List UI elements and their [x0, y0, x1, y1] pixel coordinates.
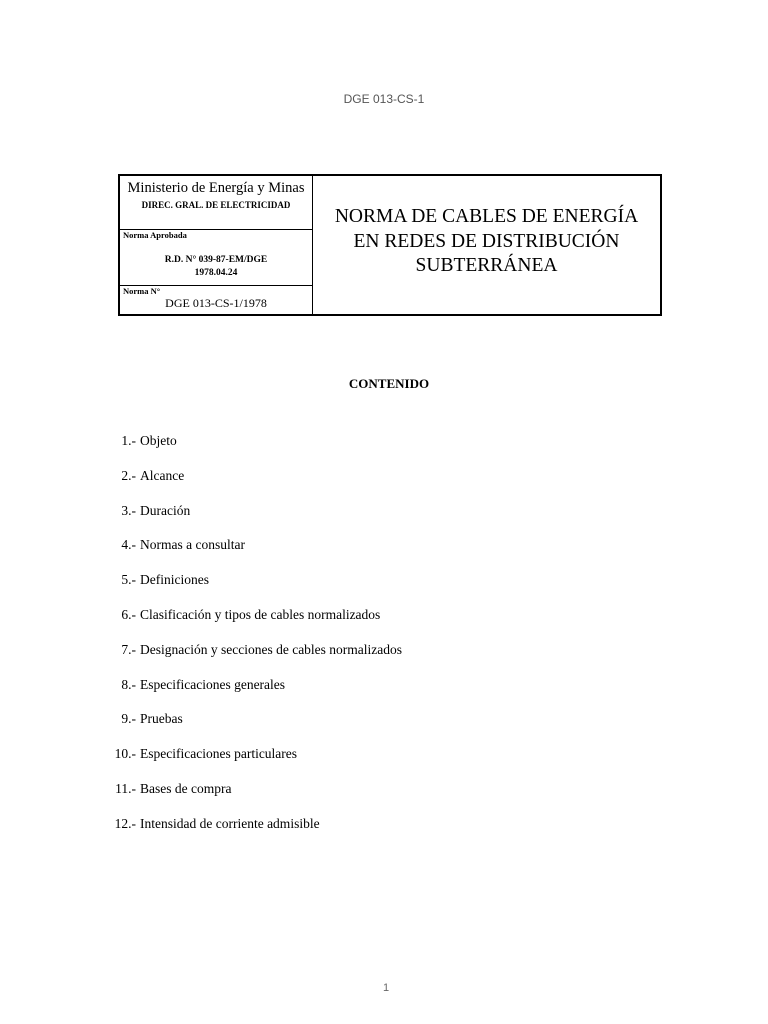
- toc-item: [0, 745, 600, 780]
- toc-item: [0, 432, 600, 467]
- contents-heading: CONTENIDO: [348, 376, 430, 391]
- ministry-name: Ministerio de Energía y Minas: [127, 180, 305, 196]
- toc-text: Definiciones: [140, 572, 209, 588]
- toc-text: Duración: [140, 502, 191, 518]
- toc-text: Intensidad de corriente admisible: [140, 815, 320, 831]
- toc-item: [0, 606, 600, 641]
- title-line: SUBTERRÁNEA: [415, 255, 558, 277]
- toc-item: [0, 815, 600, 850]
- ministry-cell: [120, 176, 312, 230]
- norm-code: DGE 013-CS-1/1978: [165, 296, 267, 310]
- norm-number-label: Norma N°: [123, 286, 161, 296]
- resolution-date: 1978.04.24: [194, 268, 238, 278]
- direction-name: DIREC. GRAL. DE ELECTRICIDAD: [141, 200, 291, 210]
- cover-title-cell: [313, 176, 660, 314]
- toc-number: 7.-: [121, 641, 136, 657]
- toc-item: [0, 676, 600, 711]
- toc-number: 6.-: [121, 606, 136, 622]
- toc-item: [0, 710, 600, 745]
- document-title: [335, 205, 638, 279]
- toc-text: Pruebas: [140, 711, 183, 727]
- toc-number: 9.-: [121, 711, 136, 727]
- toc-item: [0, 780, 600, 815]
- toc-text: Objeto: [140, 433, 177, 448]
- cover-table: [118, 174, 662, 316]
- toc-number: 2.-: [121, 467, 136, 483]
- toc-item: [0, 536, 600, 571]
- toc-text: Clasificación y tipos de cables normalizados: [140, 606, 381, 622]
- toc-number: 8.-: [121, 676, 136, 692]
- toc-text: Designación y secciones de cables normalizados: [140, 641, 403, 657]
- approval-cell: [120, 230, 312, 286]
- resolution-block: [120, 254, 312, 280]
- toc-item: [0, 571, 600, 606]
- toc-number: 4.-: [121, 537, 136, 553]
- title-line: EN REDES DE DISTRIBUCIÓN: [353, 230, 620, 252]
- approved-label: Norma Aprobada: [123, 230, 187, 240]
- running-header: DGE 013-CS-1: [343, 92, 425, 106]
- resolution-number: R.D. N° 039-87-EM/DGE: [164, 255, 268, 265]
- toc-text: Alcance: [140, 467, 185, 483]
- toc-number: 10.-: [114, 746, 136, 762]
- toc-item: [0, 641, 600, 676]
- toc-number: 5.-: [121, 572, 136, 588]
- toc-text: Especificaciones particulares: [140, 746, 298, 762]
- toc-number: 3.-: [121, 502, 136, 518]
- toc-item: [0, 502, 600, 537]
- toc-item: [0, 467, 600, 502]
- table-of-contents: [0, 432, 600, 850]
- toc-number: 12.-: [114, 815, 136, 831]
- cover-info-column: [120, 176, 313, 314]
- toc-number: 1.-: [121, 433, 136, 448]
- toc-text: Especificaciones generales: [140, 676, 286, 692]
- toc-number: 11.-: [115, 780, 136, 796]
- page-number: 1: [382, 982, 390, 994]
- toc-text: Normas a consultar: [140, 537, 245, 553]
- toc-text: Bases de compra: [140, 780, 232, 796]
- title-line: NORMA DE CABLES DE ENERGÍA: [334, 206, 639, 228]
- norm-number-cell: [120, 286, 312, 314]
